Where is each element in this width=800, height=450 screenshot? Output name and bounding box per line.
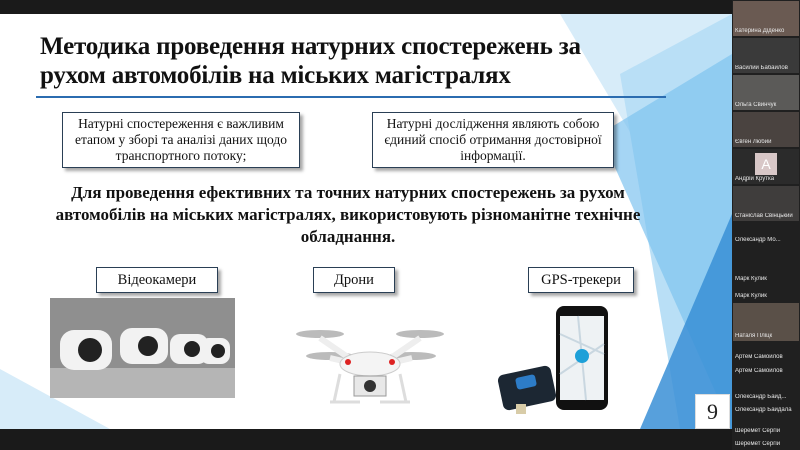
participant-tile[interactable] xyxy=(733,350,799,362)
title-underline xyxy=(36,96,666,98)
participant-tile[interactable] xyxy=(733,287,799,301)
participant-tile[interactable] xyxy=(733,186,799,221)
participant-tile[interactable] xyxy=(733,303,799,341)
participant-name: Марк Кулик xyxy=(735,293,767,299)
slide-title: Методика проведення натурних спостережень за рухом автомобілів на міських магістралях xyxy=(40,33,581,89)
info-box-left xyxy=(62,112,300,168)
participant-name: Олександр Байдала xyxy=(735,407,792,413)
participant-name: Наталя Пліцк xyxy=(735,333,773,339)
presentation-slide xyxy=(0,14,732,429)
participant-tile[interactable] xyxy=(733,364,799,376)
page-number: 9 xyxy=(695,394,730,429)
participant-tile[interactable] xyxy=(733,75,799,110)
participant-name: Андрій Крутка xyxy=(735,176,775,182)
participant-name: Артем Самойлов xyxy=(735,354,783,360)
participant-name: Олександр Байд... xyxy=(735,394,787,400)
info-box-right xyxy=(372,112,614,168)
drone-image xyxy=(290,314,450,414)
participant-tile[interactable] xyxy=(733,270,799,284)
participant-tile[interactable] xyxy=(733,403,799,415)
label-drones: Дрони xyxy=(313,267,395,293)
video-camera-image xyxy=(50,298,235,398)
participant-name: Станіслав Свінцький xyxy=(735,213,793,219)
label-video-cameras: Відеокамери xyxy=(96,267,218,293)
participant-name: Василий Бабайлов xyxy=(735,65,788,71)
participant-name: Марк Кулик xyxy=(735,276,767,282)
label-gps-trackers: GPS-трекери xyxy=(528,267,634,293)
participant-tile[interactable] xyxy=(733,38,799,73)
participant-name: Євген Любий xyxy=(735,139,772,145)
info-box-right-text: Натурні дослідження являють собою єдиний спосіб отримання достовірної інформації. xyxy=(384,116,602,163)
participant-tile[interactable] xyxy=(733,1,799,36)
participant-tile[interactable] xyxy=(733,112,799,147)
info-box-left-text: Натурні спостереження є важливим етапом у зборі та аналізі даних щодо транспортного потоку; xyxy=(75,116,287,163)
participant-name: Катерина Діденко xyxy=(735,28,785,34)
participant-name: Олександр Мо... xyxy=(735,237,781,243)
participants-panel xyxy=(732,0,800,450)
participant-tile[interactable] xyxy=(733,149,799,184)
main-statement: Для проведення ефективних та точних натурних спостережень за рухом автомобілів на міських магістралях, використовують різноманітне технічне обладнання. xyxy=(55,183,641,246)
participant-tile[interactable] xyxy=(733,390,799,402)
participant-tile[interactable] xyxy=(733,425,799,436)
gps-tracker-image xyxy=(498,304,618,424)
participant-name: Артем Самойлов xyxy=(735,368,783,374)
participant-name: Шеремет Сергій xyxy=(735,441,781,447)
participant-name: Шеремет Сергій xyxy=(735,428,781,434)
participant-tile[interactable] xyxy=(733,223,799,245)
avatar: А xyxy=(755,153,777,175)
participant-name: Ольга Свинчук xyxy=(735,102,777,108)
participant-tile[interactable] xyxy=(733,437,799,449)
